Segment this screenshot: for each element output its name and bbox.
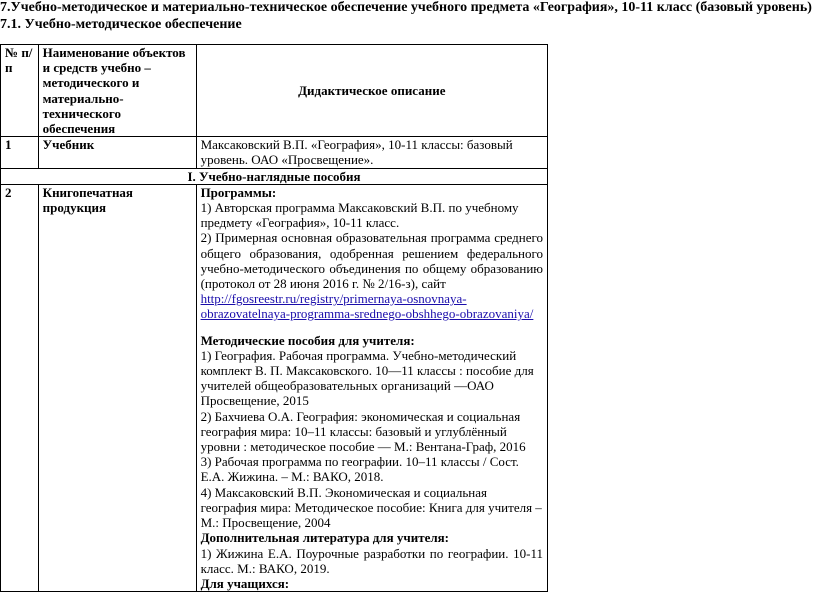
header-name: Наименование объектов и средств учебно – методического и материально-технического обеспечения	[38, 45, 196, 137]
table-row	[1, 184, 548, 591]
program-item: 2) Примерная основная образовательная программа среднего общего образования, одобренная решением федерального учебно-методического объединения по общему образованию (протокол от 28 июня 2016 г. № 2/16-з), сайт	[200, 230, 543, 292]
manual-item: 1) География. Рабочая программа. Учебно-методический комплект В. П. Максаковского. 10—11 классы : пособие для учителей общеобразовательных организаций —ОАО Просвещение, 2015	[200, 347, 534, 409]
extra-literature-title: Дополнительная литература для учителя:	[200, 530, 450, 546]
row-number: 1	[1, 137, 39, 168]
row-number: 2	[1, 184, 39, 591]
row-description	[196, 184, 547, 591]
manuals-title: Методические пособия для учителя:	[200, 332, 415, 348]
resources-table	[0, 44, 548, 592]
manual-item: 4) Максаковский В.П. Экономическая и социальная география мира: Методическое пособие: Книга для учителя – М.: Просвещение, 2004	[200, 484, 542, 531]
table-header-row	[1, 45, 548, 137]
section-row	[1, 168, 548, 184]
header-description: Дидактическое описание	[196, 45, 547, 137]
subsection-heading: 7.1. Учебно-методическое обеспечение	[0, 17, 242, 32]
manual-item: 2) Бахчиева О.А. География: экономическая и социальная география мира: 10–11 классы: базовый и углублённый уровни : методическое пособие — М.: Вентана-Граф, 2016	[200, 408, 526, 455]
students-title: Для учащихся:	[200, 575, 290, 591]
program-link[interactable]: http://fgosreestr.ru/registry/primernaya-osnovnaya-obrazovatelnaya-programma-srednego-obshhego-obrazovaniya/	[200, 291, 534, 322]
section-title: I. Учебно-наглядные пособия	[1, 168, 548, 184]
programs-title: Программы:	[200, 184, 277, 200]
table-row	[1, 137, 548, 168]
extra-literature-item: 1) Жижина Е.А. Поурочные разработки по географии. 10-11 класс. М.: ВАКО, 2019.	[200, 545, 543, 576]
manual-item: 3) Рабочая программа по географии. 10–11 классы / Сост. Е.А. Жижина. – М.: ВАКО, 2018.	[200, 454, 519, 485]
header-number: № п/п	[1, 45, 39, 137]
row-name: Книгопечатная продукция	[38, 184, 196, 591]
row-description: Максаковский В.П. «География», 10-11 классы: базовый уровень. ОАО «Просвещение».	[196, 137, 547, 168]
program-item: 1) Авторская программа Максаковский В.П. по учебному предмету «География», 10-11 класс.	[200, 200, 519, 231]
section-heading: 7.Учебно-методическое и материально-техническое обеспечение учебного предмета «География», 10-11 класс (базовый уровень)	[0, 0, 812, 15]
spacer	[201, 322, 543, 333]
row-name: Учебник	[38, 137, 196, 168]
